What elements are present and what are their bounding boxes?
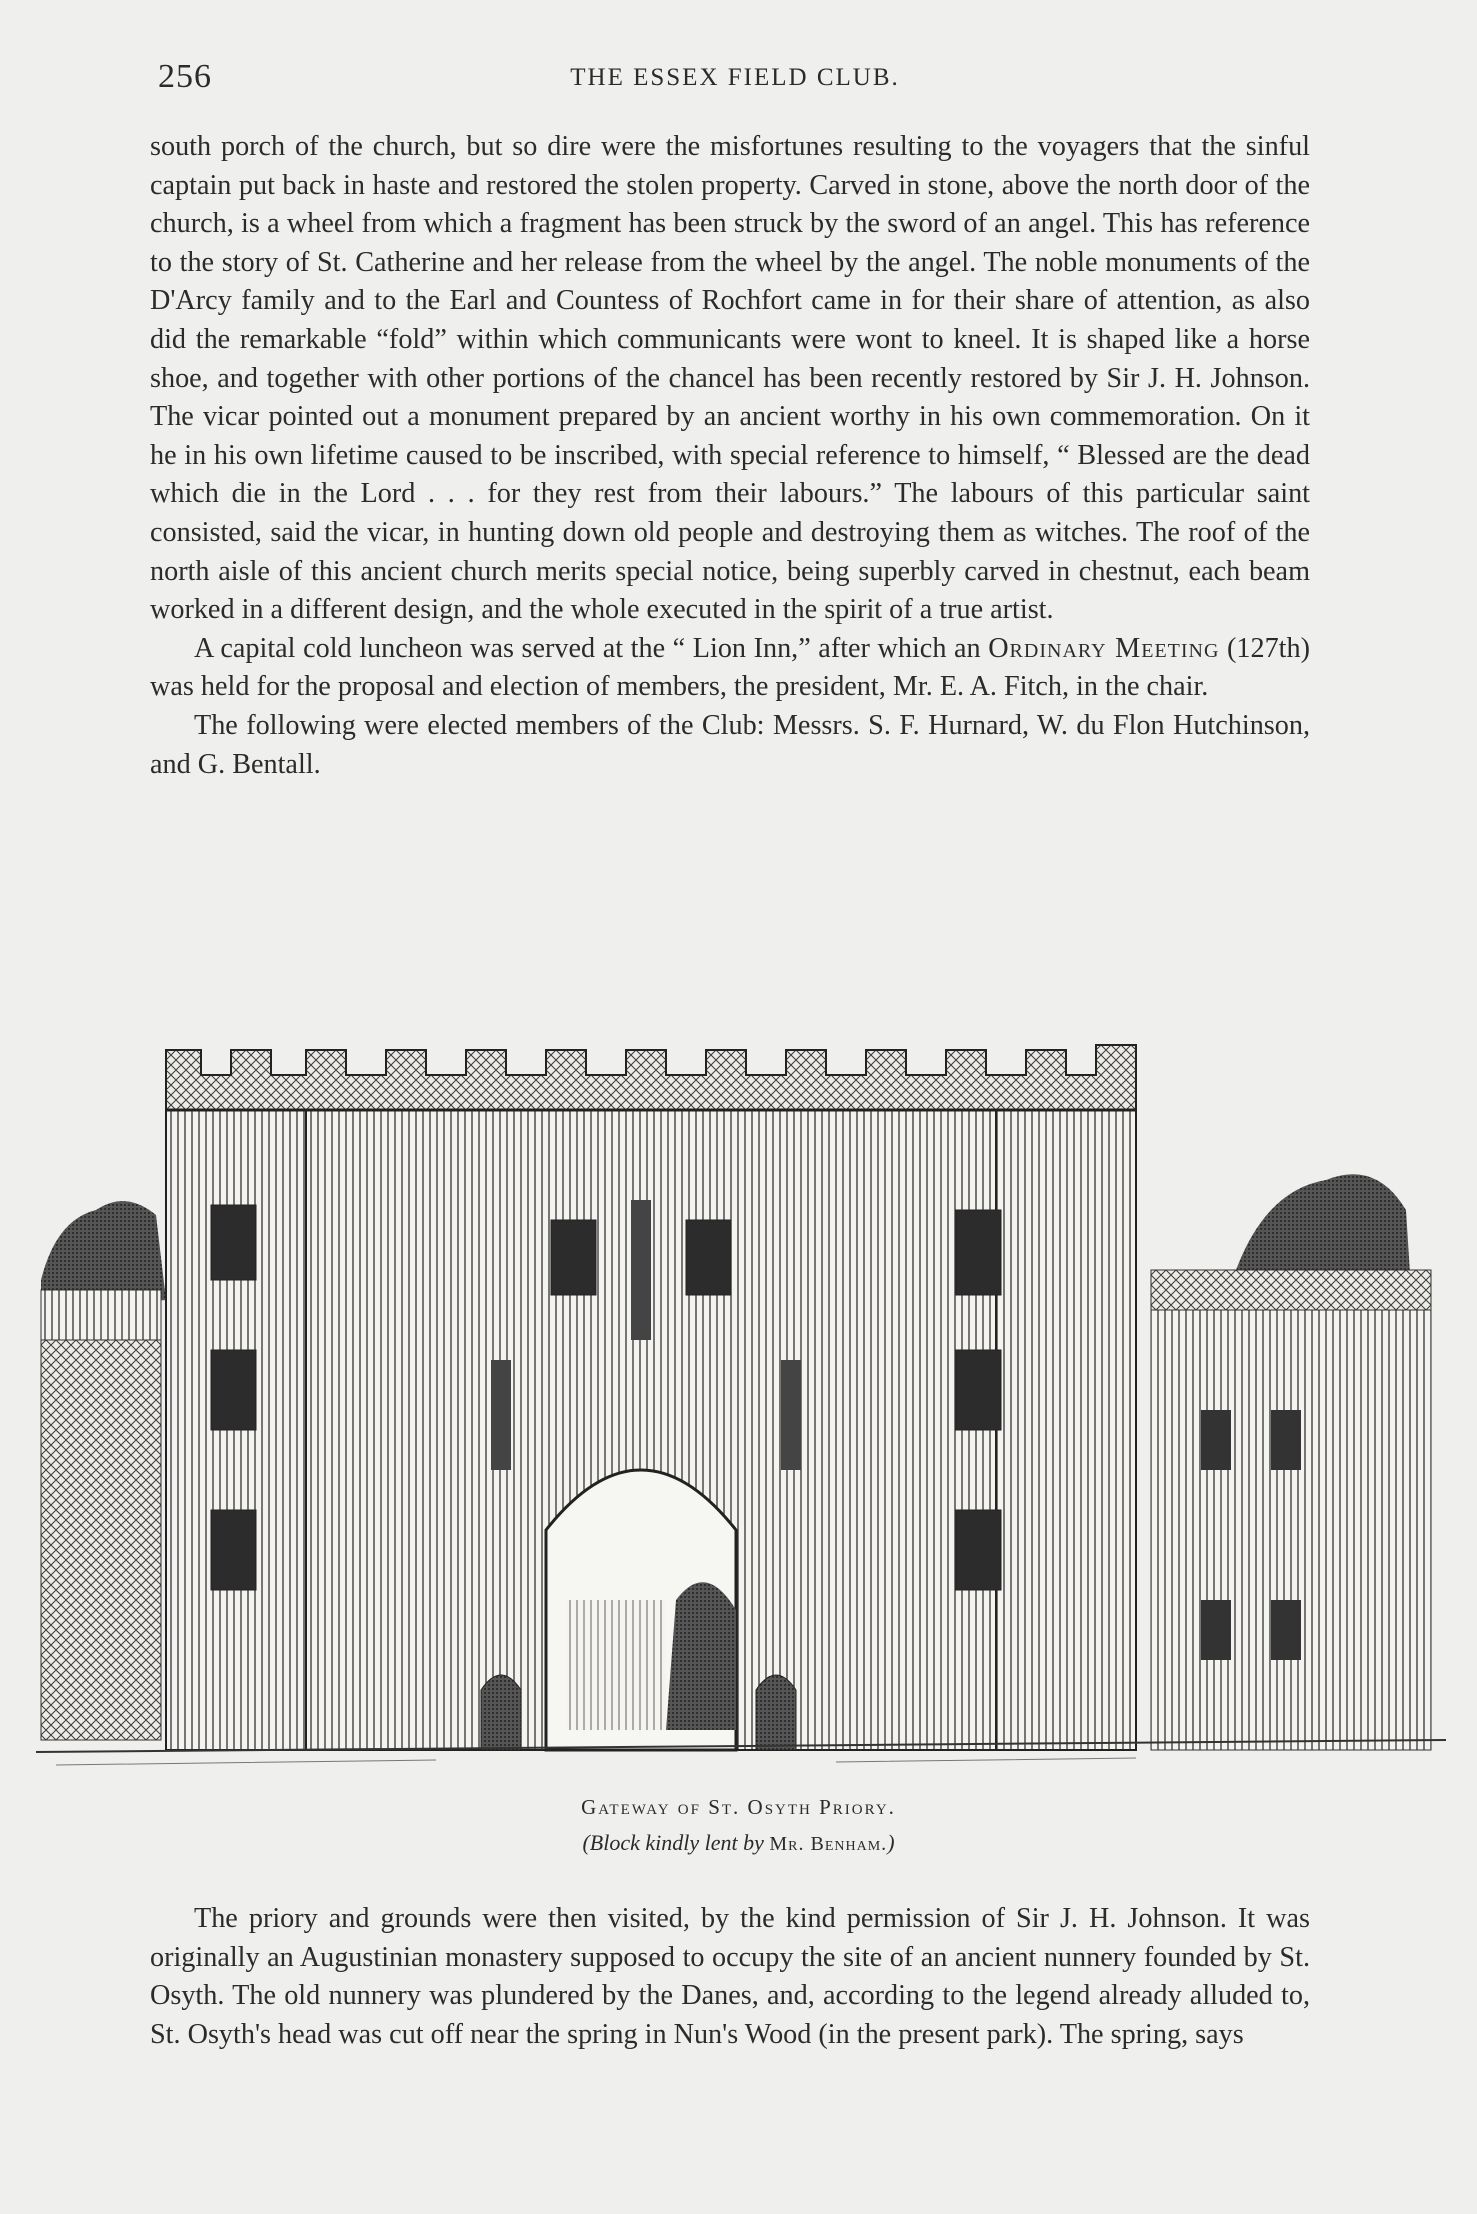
paragraph-2 [150, 630, 1310, 707]
ordinary-meeting-label: Ordinary Meeting [988, 632, 1220, 664]
page-header [150, 58, 1320, 108]
gateway-illustration [36, 1040, 1446, 1780]
body-text-bottom [150, 1900, 1310, 2054]
figure-caption: Gateway of St. Osyth Priory. [581, 1795, 896, 1819]
figure-credit [0, 1830, 1477, 1856]
running-title: THE ESSEX FIELD CLUB. [570, 64, 900, 91]
credit-prefix: (Block kindly lent by [582, 1830, 764, 1855]
paragraph-4: The priory and grounds were then visited, by the kind permission of Sir J. H. Johnson. It was originally an Augustinian monastery supposed to occupy the site of an ancient nunnery founded by St. Osyth. The old nunnery was plundered by the Danes, and, according to the legend already alluded to, St. Osyth's head was cut off near the spring in Nun's Wood (in the present park). The spring, says [150, 1903, 1310, 2050]
paragraph-1: south porch of the church, but so dire were the misfortunes resulting to the voyagers that the sinful captain put back in haste and restored the stolen property. Carved in stone, above the north door of the church, is a wheel from which a fragment has been struck by the sword of an angel. This has reference to the story of St. Catherine and her release from the wheel by the angel. The noble monuments of the D'Arcy family and to the Earl and Countess of Rochfort came in for their share of attention, as also did the remarkable “fold” within which communicants were wont to kneel. It is shaped like a horse shoe, and together with other portions of the chancel has been recently restored by Sir J. H. Johnson. The vicar pointed out a monument prepared by an ancient worthy in his own commemoration. On it he in his own lifetime caused to be inscribed, with special reference to himself, “ Blessed are the dead which die in the Lord . . . for they rest from their labours.” The labours of this particular saint consisted, said the vicar, in hunting down old people and destroying them as witches. The roof of the north aisle of this ancient church merits special notice, being superbly carved in chestnut, each beam worked in a different design, and the whole executed in the spirit of a true artist. [150, 131, 1310, 626]
paragraph-2-start: A capital cold luncheon was served at the “ Lion Inn,” after which an [194, 632, 981, 664]
body-text-top [150, 128, 1310, 784]
credit-name: Mr. Benham. [769, 1833, 888, 1855]
paragraph-2-end: (127th) was held for the proposal and election of members, the president, Mr. E. A. Fitch, in the chair. [150, 632, 1310, 703]
page-number: 256 [158, 58, 212, 95]
paragraph-3: The following were elected members of the Club: Messrs. S. F. Hurnard, W. du Flon Hutchinson, and G. Bentall. [150, 709, 1310, 780]
credit-suffix: ) [887, 1830, 895, 1855]
